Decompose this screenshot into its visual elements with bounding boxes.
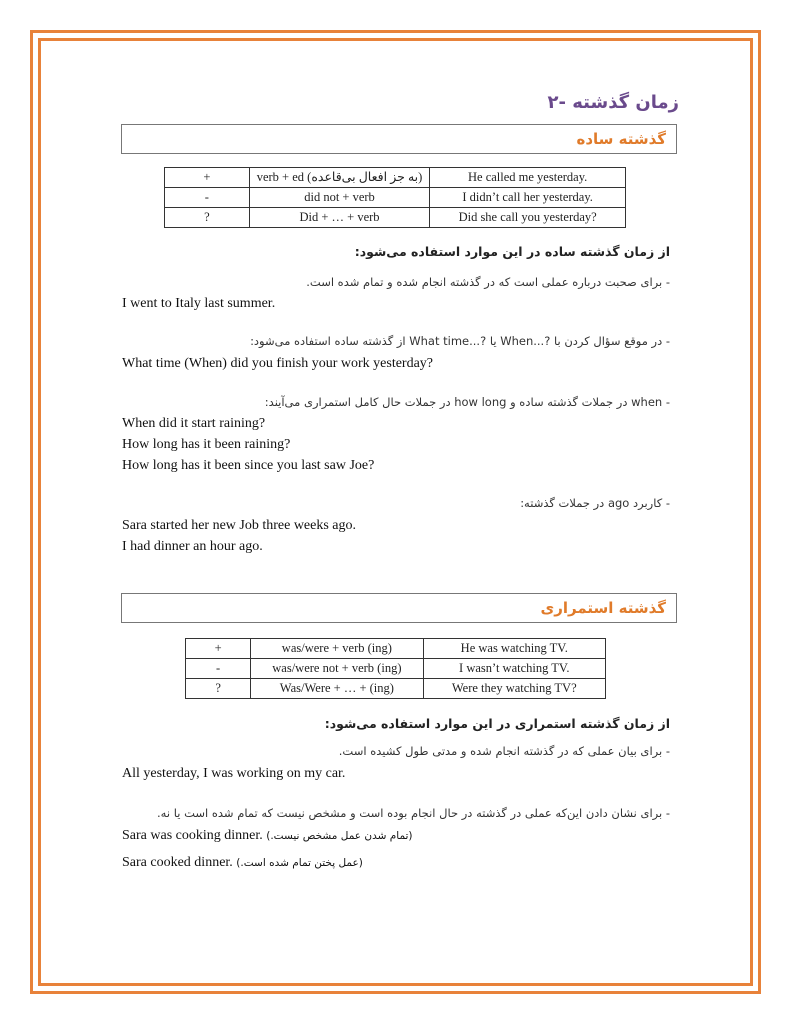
table-row: [165, 168, 626, 188]
table-row: [165, 208, 626, 228]
table-cell-form: did not + verb: [249, 188, 430, 208]
usage-note: - برای بیان عملی که در گذشته انجام شده و مدتی طول کشیده است.: [338, 744, 670, 758]
table-cell-example: Were they watching TV?: [423, 679, 605, 699]
table-row: [186, 639, 606, 659]
table-cell-example: He called me yesterday.: [430, 168, 626, 188]
table-cell-sign: ?: [186, 679, 251, 699]
table-cell-form: was/were not + verb (ing): [251, 659, 423, 679]
table-row: [186, 679, 606, 699]
table-cell-sign: ?: [165, 208, 250, 228]
section-title: گذشته استمراری: [540, 599, 666, 617]
table-cell-example: I didn’t call her yesterday.: [430, 188, 626, 208]
example-persian-note: (عمل پختن تمام شده است.): [236, 857, 363, 869]
table-cell-form: Did + … + verb: [249, 208, 430, 228]
section-header-simple-past: [121, 124, 677, 154]
table-cell-sign: +: [165, 168, 250, 188]
example-sentence: What time (When) did you finish your work yesterday?: [122, 356, 434, 371]
usage-note: - برای صحبت درباره عملی است که در گذشته انجام شده و تمام شده است.: [306, 275, 670, 289]
table-cell-example: I wasn’t watching TV.: [423, 659, 605, 679]
example-sentence: I went to Italy last summer.: [122, 296, 276, 311]
example-sentence: I had dinner an hour ago.: [122, 539, 263, 554]
example-english: Sara cooked dinner.: [122, 855, 233, 870]
table-cell-sign: -: [165, 188, 250, 208]
usage-note: - when در جملات گذشته ساده و how long در جملات حال کامل استمراری می‌آیند:: [264, 395, 670, 409]
example-sentence: How long has it been raining?: [122, 437, 291, 452]
section-title: گذشته ساده: [576, 130, 666, 148]
usage-note: - برای نشان دادن این‌که عملی در گذشته در حال انجام بوده است و مشخص نیست که تمام شده است یا نه.: [157, 806, 670, 820]
example-sentence: Sara started her new Job three weeks ago.: [122, 518, 357, 533]
table-cell-form: was/were + verb (ing): [251, 639, 423, 659]
example-persian-note: (تمام شدن عمل مشخص نیست.): [266, 830, 413, 842]
chapter-title: ۲- زمان گذشته: [547, 92, 679, 113]
example-sentence: [122, 828, 413, 844]
table-cell-sign: -: [186, 659, 251, 679]
simple-past-table: [164, 167, 626, 228]
table-cell-example: He was watching TV.: [423, 639, 605, 659]
usage-note: - در موقع سؤال کردن با ?...When یا ?...What time از گذشته ساده استفاده می‌شود:: [250, 334, 670, 348]
table-row: [186, 659, 606, 679]
section-header-past-continuous: [121, 593, 677, 623]
past-continuous-table: [185, 638, 606, 699]
table-cell-form: verb + ed (به جز افعال بی‌قاعده): [249, 168, 430, 188]
table-cell-example: Did she call you yesterday?: [430, 208, 626, 228]
example-sentence: How long has it been since you last saw Joe?: [122, 458, 375, 473]
usage-heading: از زمان گذشته استمراری در این موارد استفاده می‌شود:: [324, 716, 670, 731]
example-sentence: All yesterday, I was working on my car.: [122, 766, 346, 781]
example-sentence: When did it start raining?: [122, 416, 266, 431]
usage-note: - کاربرد ago در جملات گذشته:: [520, 496, 670, 510]
table-row: [165, 188, 626, 208]
example-sentence: [122, 855, 363, 871]
table-cell-sign: +: [186, 639, 251, 659]
table-cell-form: Was/Were + … + (ing): [251, 679, 423, 699]
usage-heading: از زمان گذشته ساده در این موارد استفاده می‌شود:: [354, 244, 670, 259]
example-english: Sara was cooking dinner.: [122, 828, 263, 843]
